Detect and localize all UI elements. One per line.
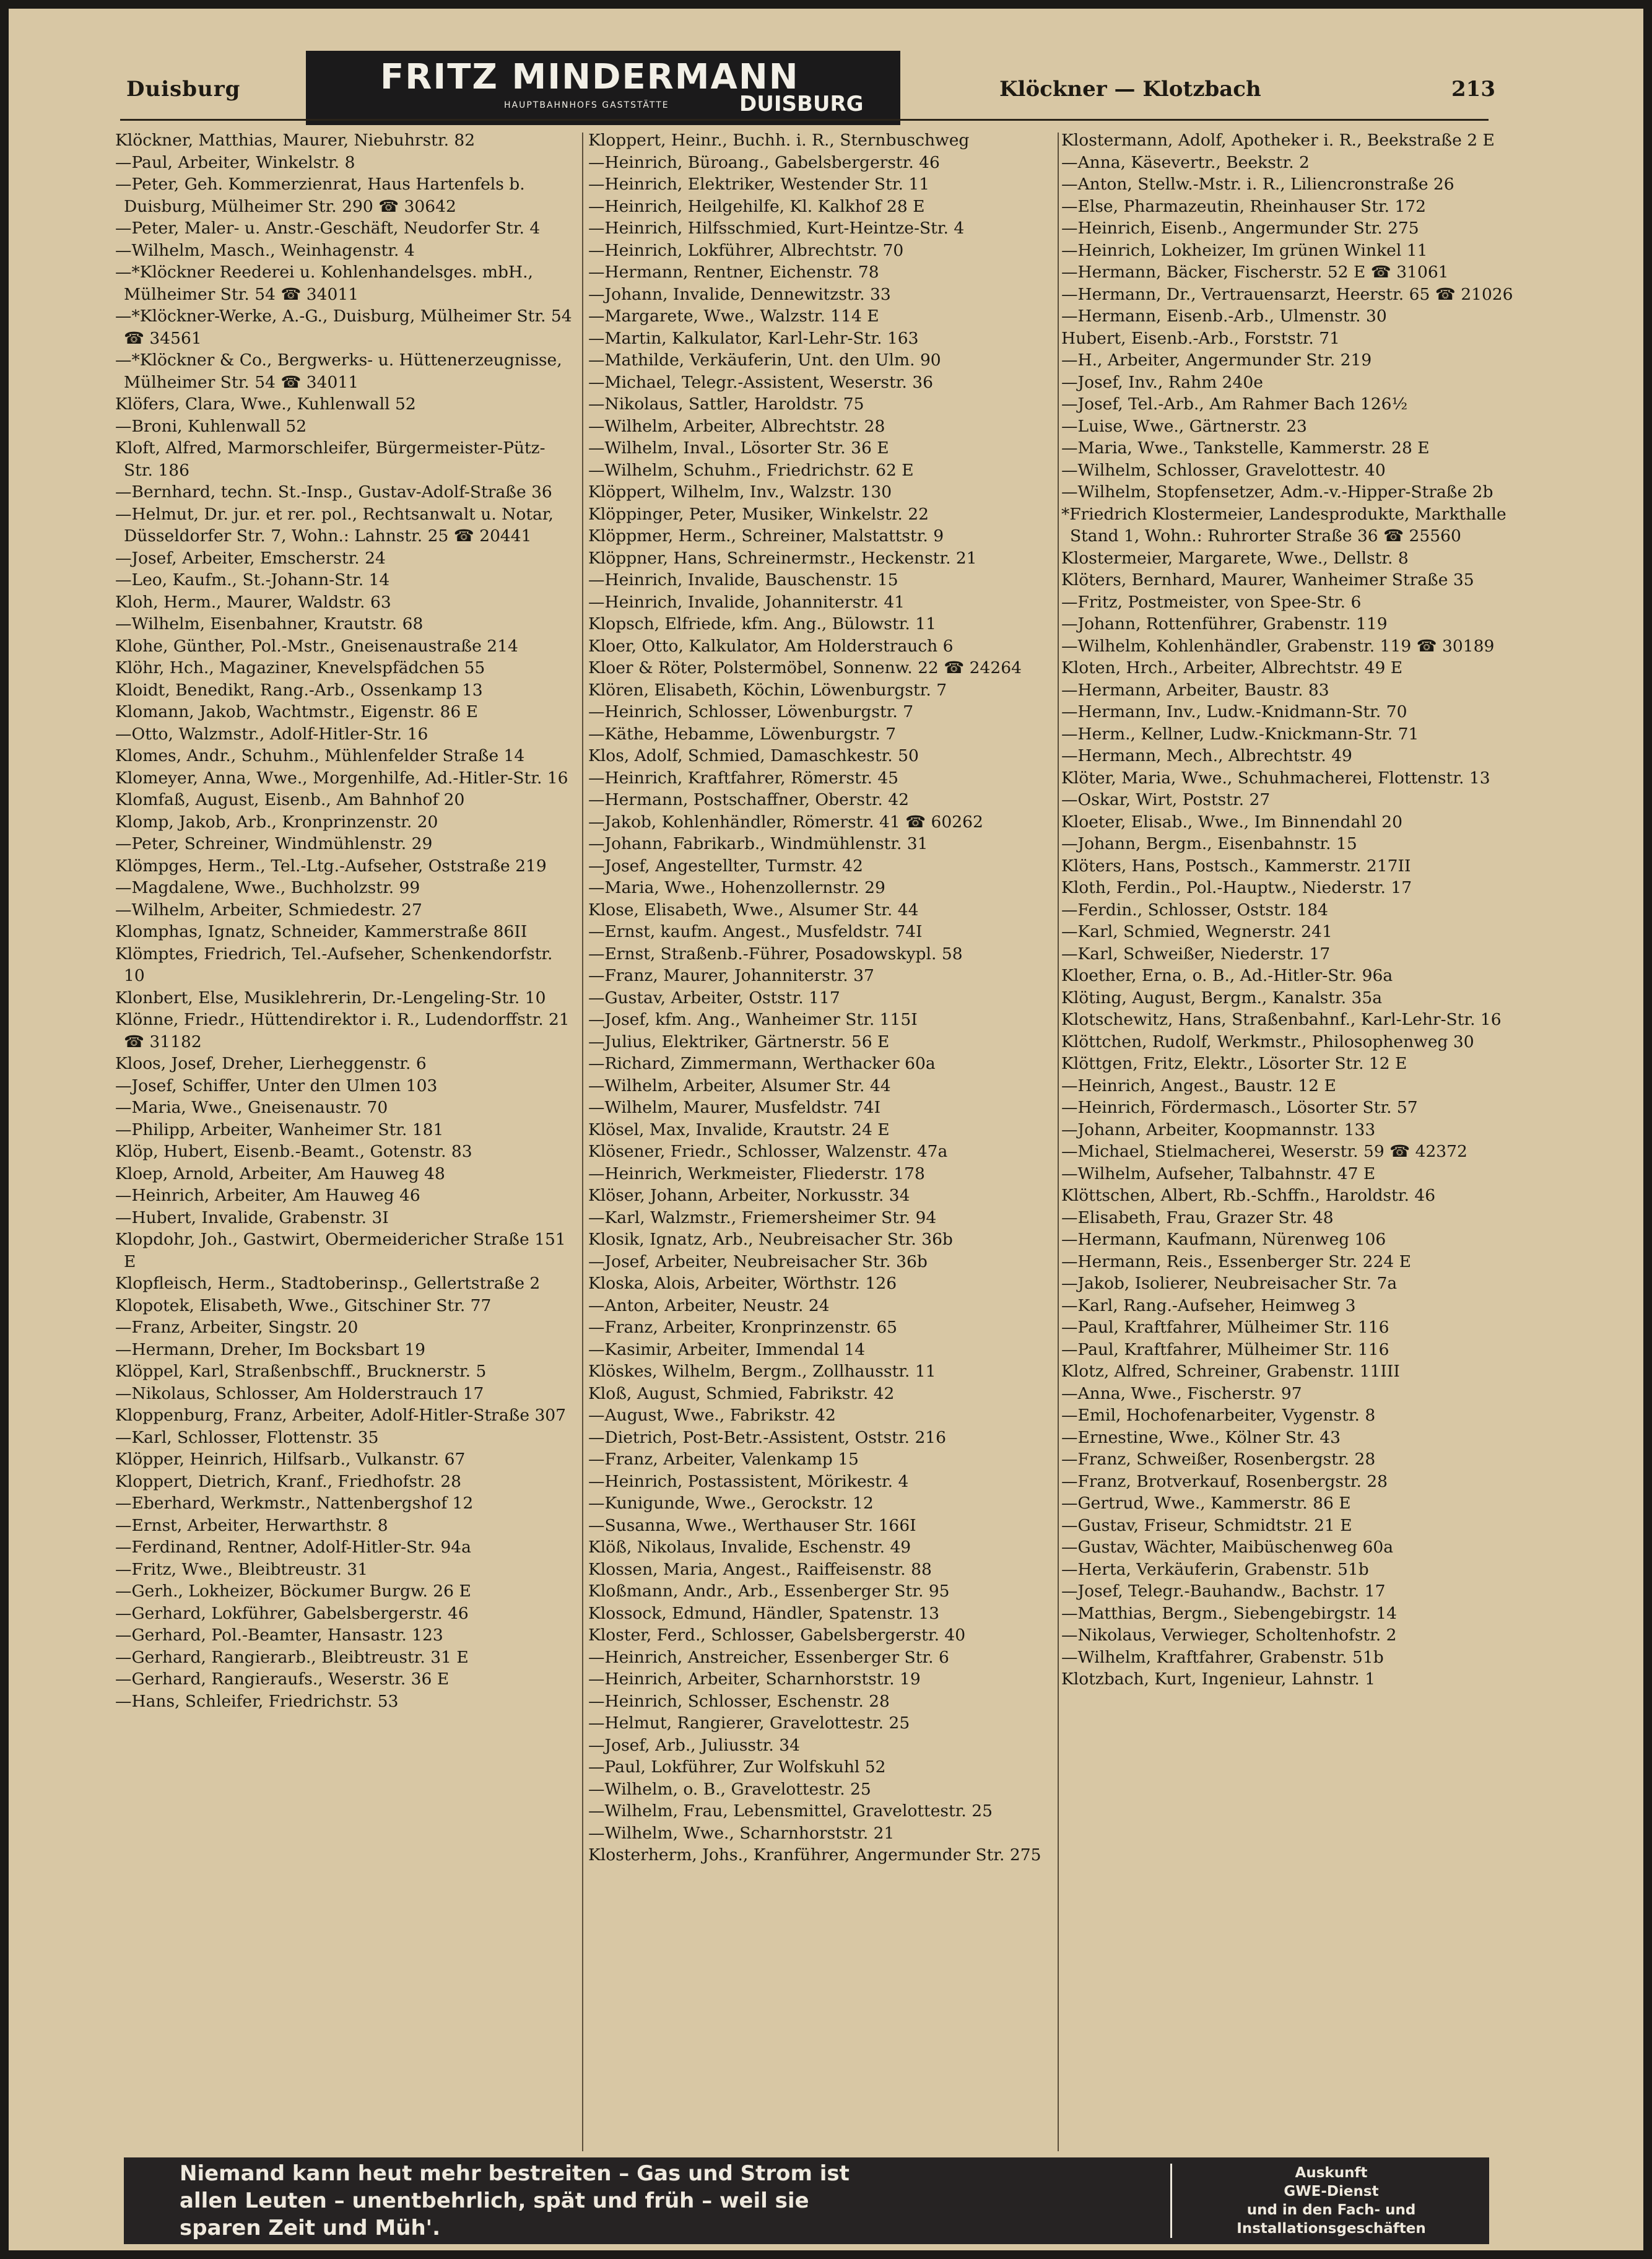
column-3 [1061,129,1519,2151]
bottom-ad-frame [124,2157,1489,2244]
directory-entry: —Paul, Lokführer, Zur Wolfskuhl 52 [588,1757,886,1777]
directory-entry: —Wilhelm, Stopfensetzer, Adm.-v.-Hipper-Straße 2b [1061,482,1493,502]
directory-entry: Klömptes, Friedrich, Tel.-Aufseher, Schenkendorfstr. 10 [115,944,553,985]
directory-entry: —Karl, Walzmstr., Friemersheimer Str. 94 [588,1208,937,1227]
directory-entry: —Fritz, Wwe., Bleibtreustr. 31 [115,1559,368,1579]
page-number: 213 [1451,77,1495,102]
directory-entry: —Wilhelm, Inval., Lösorter Str. 36 E [588,438,889,458]
directory-entry: —Luise, Wwe., Gärtnerstr. 23 [1061,416,1307,436]
directory-entry: —Kunigunde, Wwe., Gerockstr. 12 [588,1494,874,1513]
directory-entry: —Julius, Elektriker, Gärtnerstr. 56 E [588,1032,890,1051]
directory-entry: —Heinrich, Fördermasch., Lösorter Str. 57 [1061,1098,1418,1117]
directory-entry: —Heinrich, Werkmeister, Fliederstr. 178 [588,1164,925,1183]
directory-entry: Kloidt, Benedikt, Rang.-Arb., Ossenkamp 13 [115,680,483,700]
directory-entry: —Gustav, Arbeiter, Oststr. 117 [588,988,840,1008]
directory-entry: —Maria, Wwe., Hohenzollernstr. 29 [588,878,885,897]
directory-entry: —Heinrich, Angest., Baustr. 12 E [1061,1076,1336,1095]
directory-entry: Klossen, Maria, Angest., Raiffeisenstr. 88 [588,1559,932,1579]
column-2 [588,129,1065,2151]
directory-entry: Klöfers, Clara, Wwe., Kuhlenwall 52 [115,394,416,414]
ad-info-line: Auskunft [1295,2165,1368,2181]
directory-entry: —Broni, Kuhlenwall 52 [115,416,307,436]
directory-entry: Kloether, Erna, o. B., Ad.-Hitler-Str. 96a [1061,966,1393,985]
directory-entry: —Hermann, Eisenb.-Arb., Ulmenstr. 30 [1061,307,1387,326]
directory-entry: —Wilhelm, Arbeiter, Schmiedestr. 27 [115,900,422,920]
directory-entry: —Anna, Wwe., Fischerstr. 97 [1061,1383,1302,1403]
directory-entry: —Ferdin., Schlosser, Oststr. 184 [1061,900,1328,920]
directory-entry: —Johann, Arbeiter, Koopmannstr. 133 [1061,1120,1376,1139]
directory-entry: Kloh, Herm., Maurer, Waldstr. 63 [115,592,391,612]
directory-entry: Klöter, Maria, Wwe., Schuhmacherei, Flottenstr. 13 [1061,768,1490,788]
directory-entry: —Hermann, Inv., Ludw.-Knidmann-Str. 70 [1061,702,1407,721]
directory-entry: Klotzbach, Kurt, Ingenieur, Lahnstr. 1 [1061,1669,1376,1689]
directory-entry: —Matthias, Bergm., Siebengebirgstr. 14 [1061,1603,1398,1623]
directory-entry: Klomp, Jakob, Arb., Kronprinzenstr. 20 [115,812,438,832]
directory-entry: Klöting, August, Bergm., Kanalstr. 35a [1061,988,1383,1008]
directory-entry: Klossock, Edmund, Händler, Spatenstr. 13 [588,1603,940,1623]
directory-entry: Klöskes, Wilhelm, Bergm., Zollhausstr. 11 [588,1362,936,1381]
directory-entry: —Hermann, Mech., Albrechtstr. 49 [1061,746,1352,765]
column-divider [582,133,583,2151]
directory-entry: —Heinrich, Arbeiter, Scharnhorststr. 19 [588,1669,921,1689]
directory-entry: Klonbert, Else, Musiklehrerin, Dr.-Lengeling-Str. 10 [115,988,546,1008]
ad-brand: FRITZ MINDERMANN [380,57,799,97]
directory-entry: Klopdohr, Joh., Gastwirt, Obermeidericher Straße 151 E [115,1230,566,1271]
directory-entry: —Wilhelm, Arbeiter, Albrechtstr. 28 [588,416,885,436]
directory-entry: —Gerh., Lokheizer, Böckumer Burgw. 26 E [115,1582,471,1601]
directory-entry: —Karl, Schmied, Wegnerstr. 241 [1061,922,1332,941]
directory-entry: Klosik, Ignatz, Arb., Neubreisacher Str. 36b [588,1230,953,1249]
directory-entry: —Paul, Kraftfahrer, Mülheimer Str. 116 [1061,1318,1389,1337]
directory-entry: Klöser, Johann, Arbeiter, Norkusstr. 34 [588,1186,910,1205]
directory-entry: —Gerhard, Pol.-Beamter, Hansastr. 123 [115,1626,443,1645]
directory-entry: —Ernst, kaufm. Angest., Musfeldstr. 74I [588,922,923,941]
directory-entry: —Wilhelm, Aufseher, Talbahnstr. 47 E [1061,1164,1376,1183]
directory-entry: Klömpges, Herm., Tel.-Ltg.-Aufseher, Oststraße 219 [115,856,547,876]
directory-entry: —Josef, Arb., Juliusstr. 34 [588,1735,800,1755]
directory-entry: —Leo, Kaufm., St.-Johann-Str. 14 [115,570,390,590]
ad-info-line: Installationsgeschäften [1237,2221,1426,2237]
directory-entry: Kloer & Röter, Polstermöbel, Sonnenw. 22 ☎ 24264 [588,658,1022,677]
directory-entry: —Bernhard, techn. St.-Insp., Gustav-Adolf-Straße 36 [115,482,552,502]
running-head-city: Duisburg [126,77,241,102]
directory-entry: —Anton, Stellw.-Mstr. i. R., Liliencronstraße 26 [1061,175,1454,194]
header-rule [120,119,1489,121]
directory-entry: —Martin, Kalkulator, Karl-Lehr-Str. 163 [588,328,919,348]
directory-entry: —Wilhelm, Maurer, Musfeldstr. 74I [588,1098,881,1117]
directory-entry: —Hermann, Arbeiter, Baustr. 83 [1061,680,1329,700]
directory-entry: Klöters, Bernhard, Maurer, Wanheimer Straße 35 [1061,570,1474,590]
directory-entry: —Heinrich, Eisenb., Angermunder Str. 275 [1061,219,1419,238]
directory-entry: Klohe, Günther, Pol.-Mstr., Gneisenaustraße 214 [115,636,518,656]
ad-info [1176,2164,1486,2238]
directory-entry: Klöhr, Hch., Magaziner, Knevelspfädchen 55 [115,658,485,677]
ad-divider [1170,2164,1172,2238]
directory-entry: —Karl, Schlosser, Flottenstr. 35 [115,1427,379,1447]
directory-entry: Kloep, Arnold, Arbeiter, Am Hauweg 48 [115,1164,445,1183]
directory-entry: Klomeyer, Anna, Wwe., Morgenhilfe, Ad.-Hitler-Str. 16 [115,768,568,788]
directory-entry: —Nikolaus, Verwieger, Scholtenhofstr. 2 [1061,1626,1397,1645]
directory-entry: —Anna, Käsevertr., Beekstr. 2 [1061,152,1310,172]
directory-entry: *Friedrich Klostermeier, Landesprodukte, Markthalle Stand 1, Wohn.: Ruhrorter Straße 36 ☎ 25560 [1061,504,1506,546]
directory-entry: —Franz, Arbeiter, Valenkamp 15 [588,1450,859,1469]
directory-entry: —Heinrich, Schlosser, Löwenburgstr. 7 [588,702,914,721]
directory-entry: Klostermeier, Margarete, Wwe., Dellstr. 8 [1061,548,1409,568]
directory-entry: —Heinrich, Schlosser, Eschenstr. 28 [588,1691,890,1711]
directory-entry: Klöppel, Karl, Straßenbschff., Brucknerstr. 5 [115,1362,487,1381]
directory-entry: Kloppert, Heinr., Buchh. i. R., Sternbuschweg [588,131,970,150]
directory-entry: —Josef, Arbeiter, Neubreisacher Str. 36b [588,1251,928,1271]
directory-entry: Klöppert, Wilhelm, Inv., Walzstr. 130 [588,482,892,502]
directory-entry: Klosterherm, Johs., Kranführer, Angermunder Str. 275 [588,1845,1041,1865]
directory-entry: —Peter, Geh. Kommerzienrat, Haus Hartenfels b. Duisburg, Mülheimer Str. 290 ☎ 30642 [115,175,525,216]
directory-entry: —Heinrich, Arbeiter, Am Hauweg 46 [115,1186,420,1205]
directory-entry: —Otto, Walzmstr., Adolf-Hitler-Str. 16 [115,724,428,744]
directory-entry: Klöp, Hubert, Eisenb.-Beamt., Gotenstr. 83 [115,1142,472,1161]
directory-entry: —Wilhelm, o. B., Gravelottestr. 25 [588,1779,871,1799]
directory-entry: —Kasimir, Arbeiter, Immendal 14 [588,1339,866,1359]
directory-entry: —Josef, Telegr.-Bauhandw., Bachstr. 17 [1061,1582,1386,1601]
directory-entry: Kloos, Josef, Dreher, Lierheggenstr. 6 [115,1054,427,1073]
directory-entry: —Hans, Schleifer, Friedrichstr. 53 [115,1691,399,1711]
directory-entry: —Wilhelm, Schlosser, Gravelottestr. 40 [1061,460,1386,480]
directory-entry: —Magdalene, Wwe., Buchholzstr. 99 [115,878,420,897]
directory-entry: —Hermann, Reis., Essenberger Str. 224 E [1061,1251,1411,1271]
directory-entry: Klopfleisch, Herm., Stadtoberinsp., Gellertstraße 2 [115,1274,541,1293]
directory-entry: Kloster, Ferd., Schlosser, Gabelsbergerstr. 40 [588,1626,966,1645]
directory-entry: —August, Wwe., Fabrikstr. 42 [588,1406,836,1425]
directory-entry: —Maria, Wwe., Tankstelle, Kammerstr. 28 E [1061,438,1430,458]
directory-entry: —Helmut, Dr. jur. et rer. pol., Rechtsanwalt u. Notar, Düsseldorfer Str. 7, Wohn.: Lahnstr. 25 ☎ 20441 [115,504,554,546]
directory-entry: Klomann, Jakob, Wachtmstr., Eigenstr. 86 E [115,702,478,721]
directory-entry: —Wilhelm, Kohlenhändler, Grabenstr. 119 ☎ 30189 [1061,636,1495,656]
directory-entry: Klotschewitz, Hans, Straßenbahnf., Karl-Lehr-Str. 16 [1061,1010,1502,1029]
directory-entry: —Herta, Verkäuferin, Grabenstr. 51b [1061,1559,1369,1579]
directory-entry: —Wilhelm, Schuhm., Friedrichstr. 62 E [588,460,914,480]
directory-entry: Kloeter, Elisab., Wwe., Im Binnendahl 20 [1061,812,1402,832]
directory-entry: —Gustav, Friseur, Schmidtstr. 21 E [1061,1515,1352,1535]
directory-entry: —Heinrich, Hilfsschmied, Kurt-Heintze-Str. 4 [588,219,965,238]
directory-entry: Klören, Elisabeth, Köchin, Löwenburgstr. 7 [588,680,947,700]
directory-entry: —Richard, Zimmermann, Werthacker 60a [588,1054,936,1073]
directory-entry: Kloer, Otto, Kalkulator, Am Holderstrauch 6 [588,636,954,656]
directory-entry: —Mathilde, Verkäuferin, Unt. den Ulm. 90 [588,350,941,370]
directory-entry: Klöppmer, Herm., Schreiner, Malstattstr. 9 [588,526,944,546]
directory-entry: Klöß, Nikolaus, Invalide, Eschenstr. 49 [588,1538,911,1557]
ad-info-line: und in den Fach- und [1246,2202,1416,2218]
directory-entry: —Michael, Stielmacherei, Weserstr. 59 ☎ 42372 [1061,1142,1467,1161]
directory-entry: —Emil, Hochofenarbeiter, Vygenstr. 8 [1061,1406,1376,1425]
directory-entry: Kloßmann, Andr., Arb., Essenberger Str. 95 [588,1582,950,1601]
directory-entry: —Wilhelm, Wwe., Scharnhorststr. 21 [588,1823,895,1843]
directory-entry: —Heinrich, Anstreicher, Essenberger Str. 6 [588,1647,949,1667]
directory-entry: —Nikolaus, Schlosser, Am Holderstrauch 17 [115,1383,484,1403]
directory-entry: Kloten, Hrch., Arbeiter, Albrechtstr. 49 E [1061,658,1403,677]
directory-entry: —Josef, Tel.-Arb., Am Rahmer Bach 126½ [1061,394,1408,414]
directory-entry: —Franz, Maurer, Johanniterstr. 37 [588,966,874,985]
directory-entry: —Hermann, Dr., Vertrauensarzt, Heerstr. 65 ☎ 21026 [1061,284,1513,304]
directory-entry: —Hubert, Invalide, Grabenstr. 3I [115,1208,389,1227]
directory-entry: —Oskar, Wirt, Poststr. 27 [1061,790,1271,809]
directory-entry: —Helmut, Rangierer, Gravelottestr. 25 [588,1713,910,1733]
directory-entry: —Wilhelm, Eisenbahner, Krautstr. 68 [115,614,424,633]
directory-entry: —Jakob, Kohlenhändler, Römerstr. 41 ☎ 60262 [588,812,983,832]
directory-entry: —Else, Pharmazeutin, Rheinhauser Str. 172 [1061,196,1427,216]
ad-info-line: GWE-Dienst [1284,2183,1379,2200]
directory-entry: Kloska, Alois, Arbeiter, Wörthstr. 126 [588,1274,897,1293]
directory-entry: —Ernestine, Wwe., Kölner Str. 43 [1061,1427,1341,1447]
directory-entry: Klotz, Alfred, Schreiner, Grabenstr. 11III [1061,1362,1400,1381]
directory-entry: —Heinrich, Elektriker, Westender Str. 11 [588,175,930,194]
directory-entry: —Karl, Schweißer, Niederstr. 17 [1061,944,1331,964]
directory-entry: Kloft, Alfred, Marmorschleifer, Bürgermeister-Pütz-Str. 186 [115,438,546,480]
directory-entry: —Gerhard, Lokführer, Gabelsbergerstr. 46 [115,1603,469,1623]
directory-entry: —Hermann, Dreher, Im Bocksbart 19 [115,1339,425,1359]
directory-entry: —Heinrich, Invalide, Johanniterstr. 41 [588,592,905,612]
directory-entry: —Hermann, Kaufmann, Nürenweg 106 [1061,1230,1386,1249]
directory-entry: —Gustav, Wächter, Maibüschenweg 60a [1061,1538,1394,1557]
directory-entry: —Eberhard, Werkmstr., Nattenbergshof 12 [115,1494,474,1513]
directory-entry: —Nikolaus, Sattler, Haroldstr. 75 [588,394,864,414]
directory-entry: Klöters, Hans, Postsch., Kammerstr. 217II [1061,856,1411,876]
directory-entry: Kloppert, Dietrich, Kranf., Friedhofstr. 28 [115,1471,461,1491]
directory-entry: Klomes, Andr., Schuhm., Mühlenfelder Straße 14 [115,746,525,765]
directory-entry: Klomfaß, August, Eisenb., Am Bahnhof 20 [115,790,465,809]
directory-entry: —Johann, Fabrikarb., Windmühlenstr. 31 [588,834,928,853]
directory-entry: —Heinrich, Büroang., Gabelsbergerstr. 46 [588,152,940,172]
directory-entry: —Käthe, Hebamme, Löwenburgstr. 7 [588,724,897,744]
directory-entry: —*Klöckner & Co., Bergwerks- u. Hüttenerzeugnisse, Mülheimer Str. 54 ☎ 34011 [115,350,562,392]
directory-entry: Klomphas, Ignatz, Schneider, Kammerstraße 86II [115,922,528,941]
directory-entry: —Hermann, Postschaffner, Oberstr. 42 [588,790,909,809]
directory-entry: —Margarete, Wwe., Walzstr. 114 E [588,307,879,326]
directory-entry: —Heinrich, Invalide, Bauschenstr. 15 [588,570,898,590]
directory-entry: —Wilhelm, Frau, Lebensmittel, Gravelottestr. 25 [588,1801,993,1821]
directory-entry: —Wilhelm, Kraftfahrer, Grabenstr. 51b [1061,1647,1384,1667]
directory-entry: —Karl, Rang.-Aufseher, Heimweg 3 [1061,1295,1356,1315]
ad-tagline: HAUPTBAHNHOFS GASTSTÄTTE [504,100,669,110]
directory-entry: —Josef, Inv., Rahm 240e [1061,372,1263,392]
directory-entry: —Franz, Arbeiter, Kronprinzenstr. 65 [588,1318,898,1337]
directory-entry: Klopotek, Elisabeth, Wwe., Gitschiner Str. 77 [115,1295,492,1315]
directory-entry: Klopsch, Elfriede, kfm. Ang., Bülowstr. 11 [588,614,936,633]
directory-entry: —Heinrich, Lokheizer, Im grünen Winkel 11 [1061,240,1428,260]
directory-entry: —Heinrich, Heilgehilfe, Kl. Kalkhof 28 E [588,196,925,216]
directory-entry: —Heinrich, Lokführer, Albrechtstr. 70 [588,240,904,260]
running-head-range: Klöckner — Klotzbach [999,77,1261,102]
directory-entry: —Ernst, Arbeiter, Herwarthstr. 8 [115,1515,388,1535]
directory-entry: Klöckner, Matthias, Maurer, Niebuhrstr. 82 [115,131,476,150]
directory-entry: Kloß, August, Schmied, Fabrikstr. 42 [588,1383,895,1403]
directory-entry: Hubert, Eisenb.-Arb., Forststr. 71 [1061,328,1340,348]
directory-entry: —Josef, kfm. Ang., Wanheimer Str. 115I [588,1010,918,1029]
directory-entry: —Maria, Wwe., Gneisenaustr. 70 [115,1098,388,1117]
directory-entry: —Gerhard, Rangierarb., Bleibtreustr. 31 E [115,1647,469,1667]
directory-entry: —Franz, Schweißer, Rosenbergstr. 28 [1061,1450,1376,1469]
directory-entry: —Susanna, Wwe., Werthauser Str. 166I [588,1515,916,1535]
directory-entry: —Peter, Schreiner, Windmühlenstr. 29 [115,834,433,853]
ad-slogan-line: sparen Zeit und Müh'. [180,2216,440,2240]
directory-entry: Kloppenburg, Franz, Arbeiter, Adolf-Hitler-Straße 307 [115,1406,567,1425]
ad-slogan-line: allen Leuten – unentbehrlich, spät und früh – weil sie [180,2188,809,2213]
top-advertisement [306,51,900,125]
directory-entry: Klösel, Max, Invalide, Krautstr. 24 E [588,1120,890,1139]
ad-city: DUISBURG [739,92,864,116]
directory-entry: —Gerhard, Rangieraufs., Weserstr. 36 E [115,1669,450,1689]
directory-entry: Klöppner, Hans, Schreinermstr., Heckenstr. 21 [588,548,977,568]
ad-slogan [180,2160,1146,2242]
directory-entry: —Johann, Bergm., Eisenbahnstr. 15 [1061,834,1357,853]
directory-page [9,9,1643,2250]
directory-entry: —*Klöckner-Werke, A.-G., Duisburg, Mülheimer Str. 54 ☎ 34561 [115,307,572,348]
directory-entry: —Franz, Arbeiter, Singstr. 20 [115,1318,359,1337]
directory-entry: —Ernst, Straßenb.-Führer, Posadowskypl. 58 [588,944,963,964]
column-1 [115,129,573,2151]
directory-entry: —Herm., Kellner, Ludw.-Knickmann-Str. 71 [1061,724,1419,744]
directory-entry: —Josef, Arbeiter, Emscherstr. 24 [115,548,386,568]
directory-entry: —*Klöckner Reederei u. Kohlenhandelsges. mbH., Mülheimer Str. 54 ☎ 34011 [115,263,533,304]
directory-entry: —Philipp, Arbeiter, Wanheimer Str. 181 [115,1120,444,1139]
directory-entry: —Peter, Maler- u. Anstr.-Geschäft, Neudorfer Str. 4 [115,219,541,238]
directory-entry: —Fritz, Postmeister, von Spee-Str. 6 [1061,592,1362,612]
directory-entry: Klöppinger, Peter, Musiker, Winkelstr. 22 [588,504,929,524]
directory-entry: Klöttchen, Rudolf, Werkmstr., Philosophenweg 30 [1061,1032,1474,1051]
directory-entry: —Elisabeth, Frau, Grazer Str. 48 [1061,1208,1334,1227]
directory-entry: —Heinrich, Postassistent, Mörikestr. 4 [588,1471,909,1491]
directory-entry: —Gertrud, Wwe., Kammerstr. 86 E [1061,1494,1351,1513]
directory-entry: Klönne, Friedr., Hüttendirektor i. R., Ludendorffstr. 21 ☎ 31182 [115,1010,570,1051]
directory-entry: —Hermann, Bäcker, Fischerstr. 52 E ☎ 31061 [1061,263,1449,282]
directory-entry: —Paul, Arbeiter, Winkelstr. 8 [115,152,355,172]
directory-entry: Klösener, Friedr., Schlosser, Walzenstr. 47a [588,1142,948,1161]
directory-entry: —Jakob, Isolierer, Neubreisacher Str. 7a [1061,1274,1398,1293]
directory-entry: —Johann, Rottenführer, Grabenstr. 119 [1061,614,1388,633]
directory-entry: Kloth, Ferdin., Pol.-Hauptw., Niederstr. 17 [1061,878,1412,897]
directory-entry: —Johann, Invalide, Dennewitzstr. 33 [588,284,891,304]
directory-entry: Klöttschen, Albert, Rb.-Schffn., Haroldstr. 46 [1061,1186,1436,1205]
directory-entry: —Dietrich, Post-Betr.-Assistent, Oststr. 216 [588,1427,947,1447]
directory-entry: —Josef, Angestellter, Turmstr. 42 [588,856,863,876]
directory-entry: Klostermann, Adolf, Apotheker i. R., Beekstraße 2 E [1061,131,1495,150]
directory-entry: Klöpper, Heinrich, Hilfsarb., Vulkanstr. 67 [115,1450,466,1469]
directory-entry: —Wilhelm, Arbeiter, Alsumer Str. 44 [588,1076,891,1095]
directory-entry: Klose, Elisabeth, Wwe., Alsumer Str. 44 [588,900,919,920]
directory-entry: —H., Arbeiter, Angermunder Str. 219 [1061,350,1372,370]
directory-entry: Klos, Adolf, Schmied, Damaschkestr. 50 [588,746,919,765]
directory-entry: —Hermann, Rentner, Eichenstr. 78 [588,263,879,282]
ad-slogan-line: Niemand kann heut mehr bestreiten – Gas und Strom ist [180,2161,850,2186]
directory-entry: —Wilhelm, Masch., Weinhagenstr. 4 [115,240,415,260]
directory-entry: —Ferdinand, Rentner, Adolf-Hitler-Str. 94a [115,1538,471,1557]
directory-entry: —Josef, Schiffer, Unter den Ulmen 103 [115,1076,438,1095]
directory-entry: —Heinrich, Kraftfahrer, Römerstr. 45 [588,768,899,788]
directory-entry: —Anton, Arbeiter, Neustr. 24 [588,1295,830,1315]
directory-entry: —Franz, Brotverkauf, Rosenbergstr. 28 [1061,1471,1388,1491]
directory-entry: —Michael, Telegr.-Assistent, Weserstr. 36 [588,372,933,392]
directory-entry: Klöttgen, Fritz, Elektr., Lösorter Str. 12 E [1061,1054,1407,1073]
directory-entry: —Paul, Kraftfahrer, Mülheimer Str. 116 [1061,1339,1389,1359]
